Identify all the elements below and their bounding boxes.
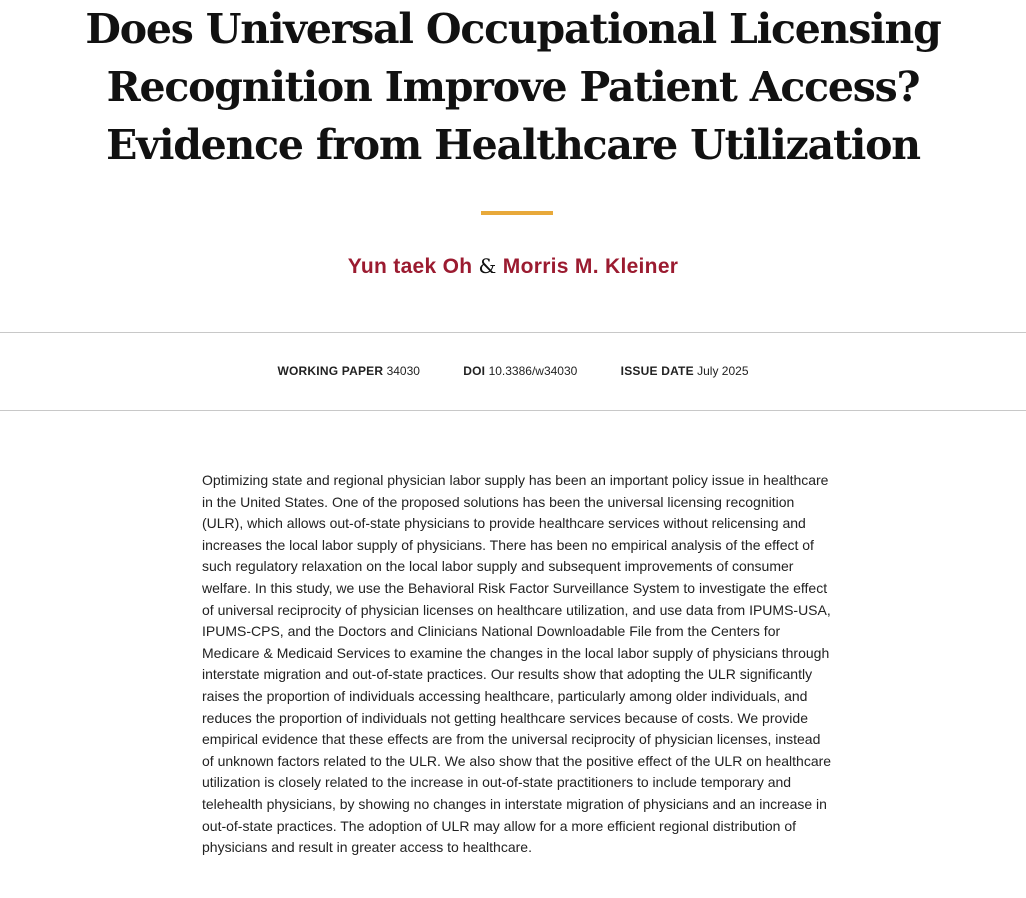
issue-date-value: July 2025 [697, 364, 749, 378]
abstract-text: Optimizing state and regional physician labor supply has been an important policy issue in healthcare in the United States. One of the proposed solutions has been the universal licensing recognition (ULR), which allows out-of-state physicians to provide healthcare services without relicensing and increases the local labor supply of physicians. There has been no empirical analysis of the effect of such regulatory relaxation on the local labor supply and subsequent improvements of consumer welfare. In this study, we use the Behavioral Risk Factor Surveillance System to investigate the effect of universal reciprocity of physician licenses on healthcare utilization, and use data from IPUMS-USA, IPUMS-CPS, and the Doctors and Clinicians National Downloadable File from the Centers for Medicare & Medicaid Services to examine the changes in the local labor supply of physicians through interstate migration and out-of-state practices. Our results show that adopting the ULR significantly raises the proportion of individuals accessing healthcare, particularly among older individuals, and reduces the proportion of individuals not getting healthcare services because of costs. We provide empirical evidence that these effects are from the universal reciprocity of physician licenses, instead of unknown factors related to the ULR. We also show that the positive effect of the ULR on healthcare utilization is closely related to the increase in out-of-state practitioners to include temporary and telehealth physicians, by showing no changes in interstate migration of physicians and an increase in out-of-state practices. The adoption of ULR may allow for a more efficient regional distribution of physicians and result in greater access to healthcare. [202, 472, 832, 856]
author-separator: & [478, 254, 497, 278]
issue-date [621, 363, 749, 379]
title-accent-divider [481, 211, 553, 215]
author-link-kleiner[interactable]: Morris M. Kleiner [502, 255, 679, 278]
author-list [0, 252, 1026, 281]
author-link-oh[interactable]: Yun taek Oh [347, 255, 473, 278]
doi-value: 10.3386/w34030 [488, 364, 578, 378]
working-paper-value: 34030 [386, 364, 420, 378]
issue-date-label: ISSUE DATE [620, 364, 694, 378]
doi [463, 363, 577, 379]
paper-metadata-bar [0, 332, 1026, 411]
working-paper-label: WORKING PAPER [277, 364, 384, 378]
doi-label: DOI [463, 364, 486, 378]
paper-title: Does Universal Occupational Licensing Recognition Improve Patient Access? Evidence from Healthcare Utilization [85, 5, 941, 169]
working-paper-number [278, 363, 420, 379]
